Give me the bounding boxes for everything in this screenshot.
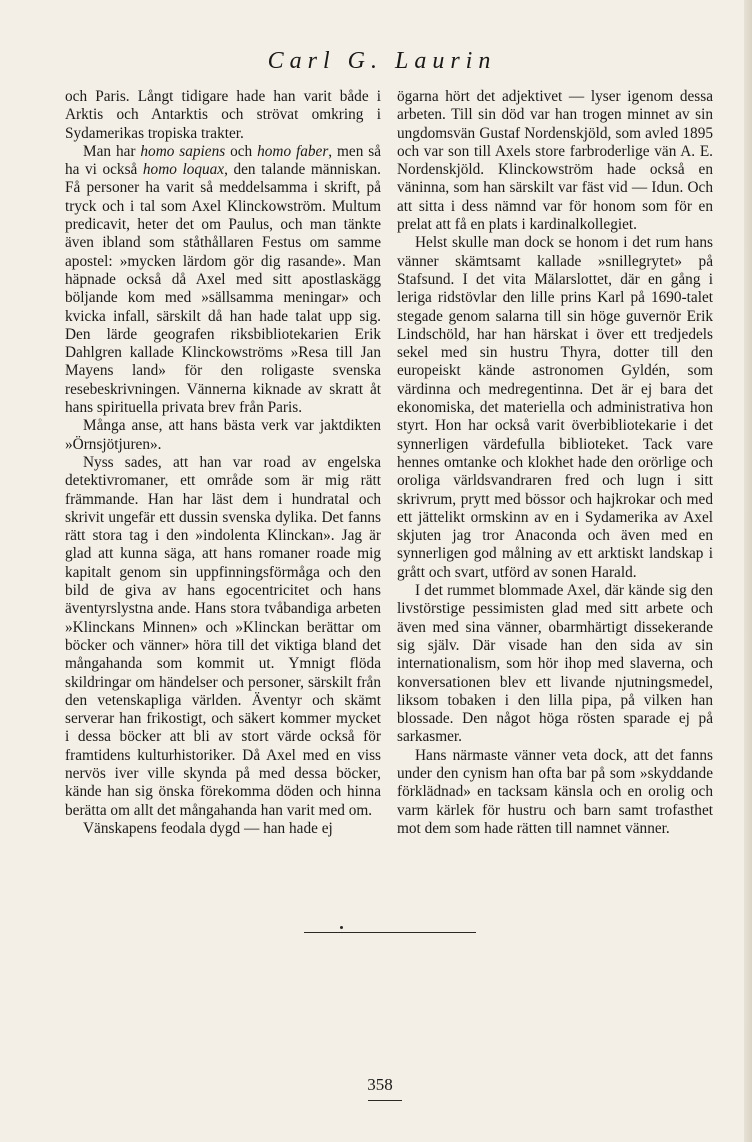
running-head: Carl G. Laurin	[267, 48, 497, 74]
page-edge	[744, 0, 752, 1142]
paragraph: Nyss sades, att han var road av engelska detektivromaner, ett område som är mig rätt främmande. Han har läst dem i hundratal och skrivit ungefär ett dussin svenska dylika. Det fanns rätt stora tag i den »indolenta Klinckan». Jag är glad att kunna säga, att hans romaner roade mig kapitalt genom sin uppfinningsförmåga och den bild de giva av hans egocentricitet och hans äventyrslystna ande. Hans stora tvåbandiga arbeten »Klinckans Minnen» och »Klinckan berättar om böcker och vänner» höra till det viktiga bland det mångahanda som kommit ut. Ymnigt flöda skildringar om händelser och personer, särskilt från den vetenskapliga världen. Äventyr och skämt serverar han frikostigt, och säkert kommer mycket i dessa böcker att bli av stort värde också för framtidens kulturhistoriker. Då Axel med en viss nervös iver ville skynda på med dessa böcker, kände han sig önska förekomma döden och hinna berätta om allt det mångahanda han varit med om.	[65, 453, 381, 819]
section-divider-dot	[340, 926, 343, 929]
paragraph: Helst skulle man dock se honom i det rum hans vänner skämtsamt kallade »snillegrytet» på Stafsund. I det vita Mälarslottet, där en gång i leriga ridstövlar den lille prins Karl på 1690-talet stegade genom salarna till sin höge guvernör Erik Lindschöld, har han härskat i över ett tredjedels sekel med sin hustru Thyra, dotter till den europeiskt kände astronomen Gyldén, som värdinna och medregentinna. Det är ej bara det ekonomiska, det materiella och administrativa hon styrt. Hon har också varit överbibliotekarie i det synnerligen värdefulla biblioteket. Tack vare hennes omtanke och klokhet hade den orörlige och oroliga världsvandraren fred och lugn i sitt skrivrum, prytt med bössor och hajkrokar och med ett jättelikt ormskinn av en i Sydamerika av Axel skjuten jag tror Anaconda och även med en synnerligen god målning av ett arktiskt landskap i grått och svart, utförd av sonen Harald.	[397, 234, 713, 581]
paragraph: ögarna hört det adjektivet — lyser igenom dessa arbeten. Till sin död var han trogen minnet av sin ungdomsvän Gustaf Nordenskjöld, som avled 1895 och var son till Axels store farbroderlige vän A. E. Nordenskjöld. Klinckowström hade också en väninna, som han särskilt var fäst vid — Idun. Och att sitta i dess nämnd var för honom som för en prelat att få en plats i kardinalkollegiet.	[397, 88, 713, 234]
paragraph: Vänskapens feodala dygd — han hade ej	[83, 819, 333, 837]
section-divider	[304, 932, 476, 933]
right-column	[397, 88, 713, 838]
paragraph: Hans närmaste vänner veta dock, att det fanns under den cynism han ofta bar på som »skyddande förklädnad» en tacksam känsla och en orolig och varm kärlek för hustru och barn samt trofasthet mot dem som hade rätten till namnet vänner.	[397, 746, 713, 837]
left-column	[65, 88, 381, 838]
paragraph: Man har homo sapiens och homo faber, men så ha vi också homo loquax, den talande människan. Få personer ha varit så meddelsamma i skrift, på tryck och i tal som Axel Klinckowström. Multum predicavit, heter det om Paulus, och man tänkte även ibland som ståthållaren Festus om samme apostel: »mycken lärdom gör dig rasande». Man häpnade också då Axel med sitt apostlaskägg böljande kom med »sällsamma meningar» och kvicka infall, särskilt då han hade talat upp sig. Den lärde geografen riksbibliotekarien Erik Dahlgren kallade Klinckowströms »Resa till Jan Mayens land» för den roligaste svenska resebeskrivningen. Vännerna kiknade av skratt åt hans spirituella privata brev från Paris.	[65, 142, 381, 417]
paragraph: och Paris. Långt tidigare hade han varit både i Arktis och Antarktis och strövat omkring i Sydamerikas tropiska trakter.	[65, 88, 381, 142]
paragraph: I det rummet blommade Axel, där kände sig den livstörstige pessimisten glad med sitt arbete och även med sina vänner, obarmhärtigt dissekerande sig själv. Där visade han den sida av sin internationalism, som hör ihop med slaverna, och konversationen blev ett livande njutningsmedel, liksom tobaken i den lilla pipa, på vilken han blossade. Den något höga rösten sparade ej på sarkasmer.	[397, 582, 713, 746]
page-number: 358	[367, 1075, 393, 1094]
page-number-rule	[368, 1100, 402, 1101]
paragraph: Många anse, att hans bästa verk var jaktdikten »Örnsjötjuren».	[65, 417, 381, 453]
